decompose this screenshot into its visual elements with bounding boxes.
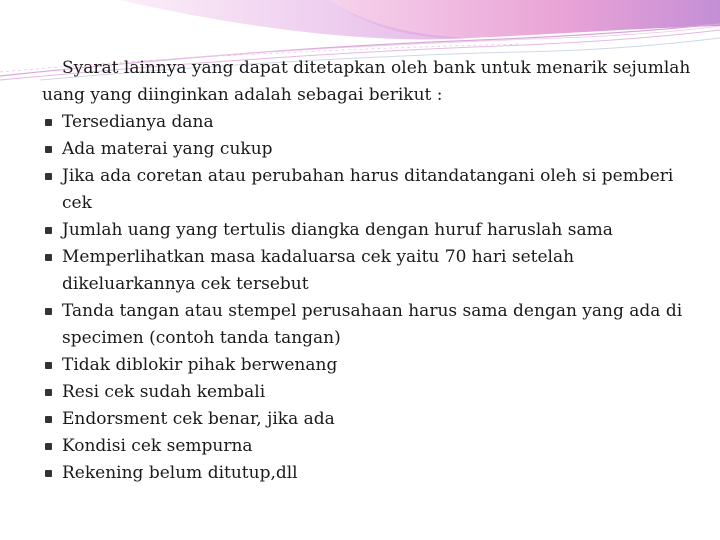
square-bullet-icon [42,352,54,379]
list-item-text: Rekening belum ditutup,dll [62,463,298,483]
list-item [42,298,692,352]
list-item-text: Endorsment cek benar, jika ada [62,409,335,429]
square-bullet-icon [42,217,54,244]
square-bullet-icon [42,298,54,325]
list-item [42,109,692,136]
intro-text: Syarat lainnya yang dapat ditetapkan oleh bank untuk menarik sejumlah uang yang diinginkan adalah sebagai berikut : [42,58,691,105]
list-item [42,136,692,163]
requirements-list [42,109,692,487]
list-item [42,217,692,244]
list-item-text: Jika ada coretan atau perubahan harus ditandatangani oleh si pemberi cek [62,166,674,213]
square-bullet-icon [42,163,54,190]
list-item-text: Jumlah uang yang tertulis diangka dengan huruf haruslah sama [62,220,613,240]
square-bullet-icon [42,136,54,163]
list-item-text: Tersedianya dana [62,112,214,132]
list-item-text: Resi cek sudah kembali [62,382,266,402]
square-bullet-icon [42,406,54,433]
list-item-text: Tanda tangan atau stempel perusahaan harus sama dengan yang ada di specimen (contoh tanda tangan) [62,301,683,348]
list-item [42,379,692,406]
list-item-text: Kondisi cek sempurna [62,436,253,456]
list-item [42,352,692,379]
square-bullet-icon [42,109,54,136]
list-item [42,244,692,298]
list-item [42,163,692,217]
list-item [42,460,692,487]
list-item-text: Ada materai yang cukup [62,139,273,159]
content-block [42,55,692,487]
list-item [42,406,692,433]
square-bullet-icon [42,379,54,406]
list-item-text: Memperlihatkan masa kadaluarsa cek yaitu 70 hari setelah dikeluarkannya cek tersebut [62,247,575,294]
square-bullet-icon [42,244,54,271]
list-item [42,433,692,460]
list-item-text: Tidak diblokir pihak berwenang [62,355,338,375]
square-bullet-icon [42,460,54,487]
square-bullet-icon [42,433,54,460]
